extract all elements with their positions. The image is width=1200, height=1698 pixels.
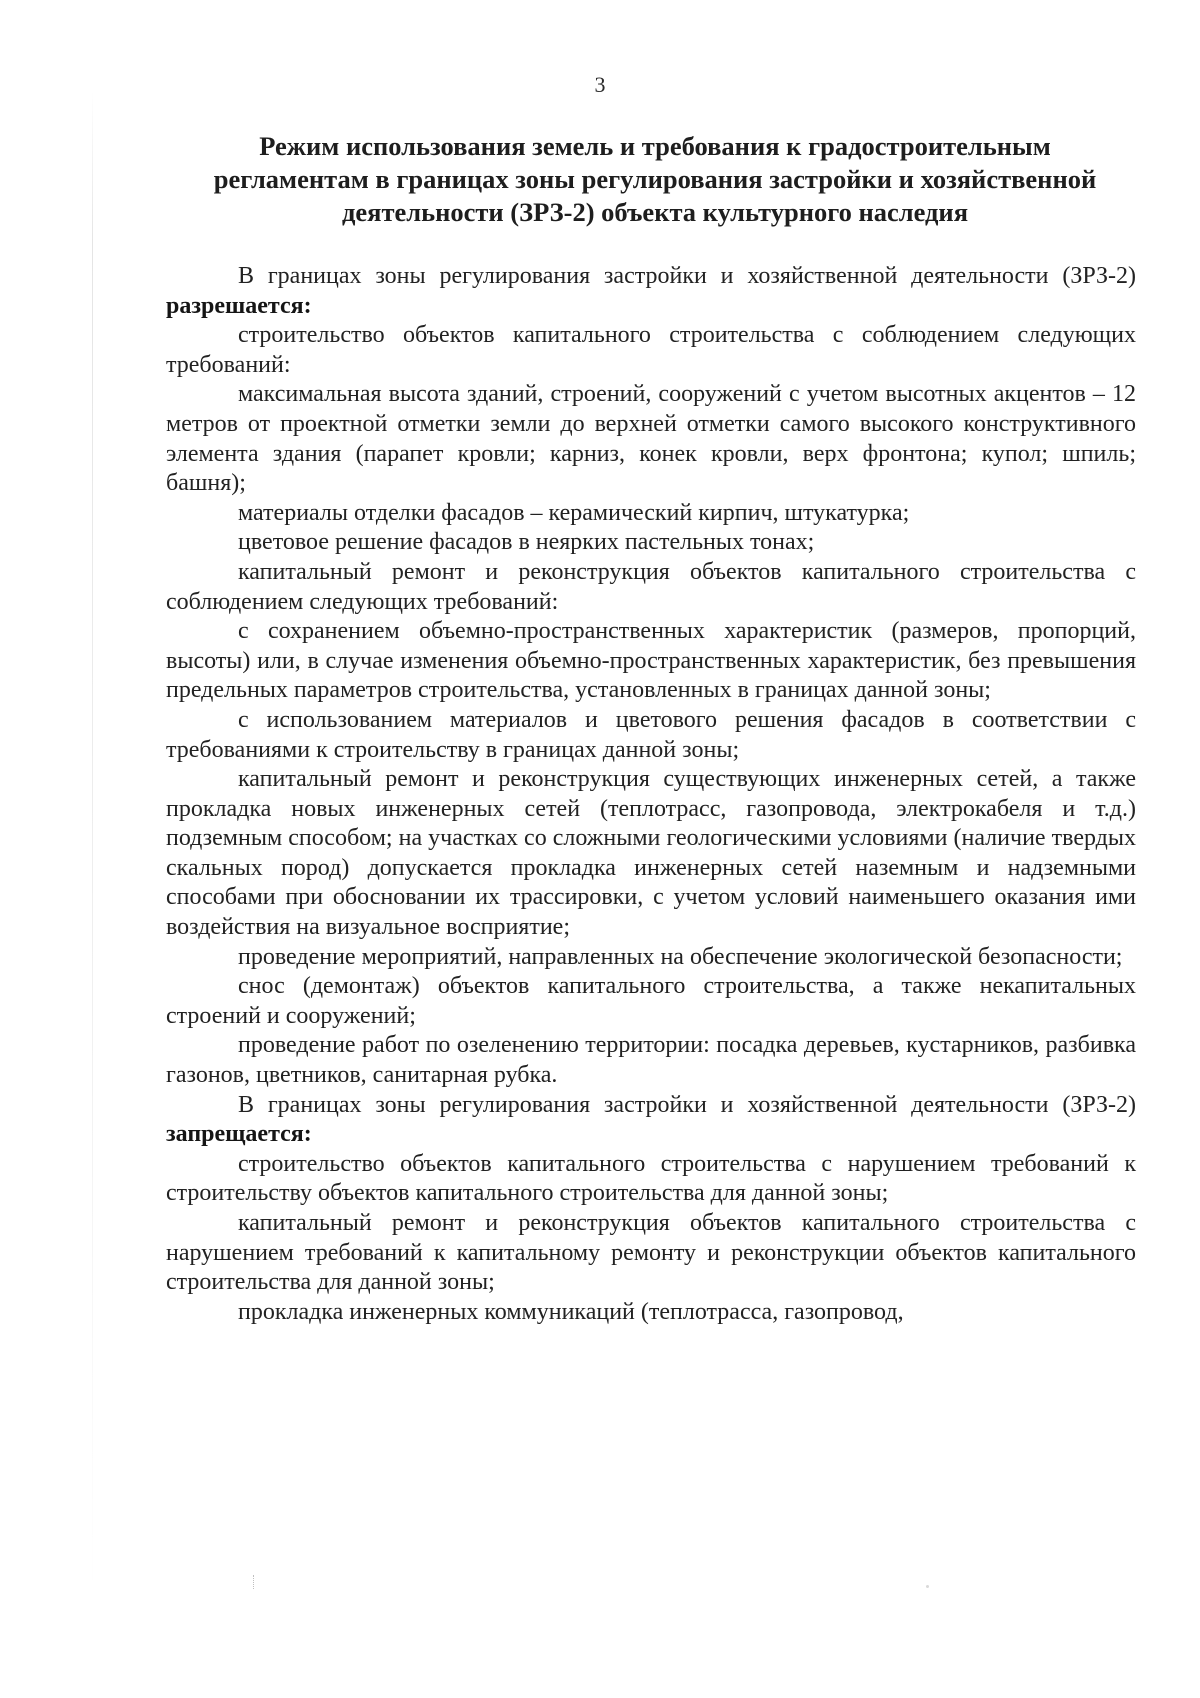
paragraph: с использованием материалов и цветового решения фасадов в соответствии с требованиями к строительству в границах данной зоны; (166, 706, 1136, 763)
title-line: Режим использования земель и требования к градостроительным (259, 131, 1051, 161)
paragraph: цветовое решение фасадов в неярких пастельных тонах; (238, 529, 815, 556)
page-number: 3 (594, 72, 606, 97)
title-line: регламентам в границах зоны регулирования застройки и хозяйственной (213, 164, 1097, 194)
paragraph-prohibited-intro (166, 1091, 1136, 1150)
allowed-keyword: разрешается: (166, 292, 312, 319)
paragraph: прокладка инженерных коммуникаций (теплотрасса, газопровод, (238, 1298, 904, 1325)
paragraph: проведение работ по озеленению территории: посадка деревьев, кустарников, разбивка газонов, цветников, санитарная рубка. (166, 1032, 1136, 1089)
paragraph-text: В границах зоны регулирования застройки и хозяйственной деятельности (ЗРЗ-2) (238, 1091, 1136, 1118)
paragraph: проведение мероприятий, направленных на обеспечение экологической безопасности; (238, 943, 1123, 970)
paragraph: строительство объектов капитального строительства с нарушением требований к строительству объектов капитального строительства для данной зоны; (166, 1150, 1136, 1207)
scan-artifact (253, 1575, 258, 1589)
scan-edge-line (92, 90, 93, 1600)
paragraph: капитальный ремонт и реконструкция объектов капитального строительства с соблюдением следующих требований: (166, 558, 1136, 615)
paragraph: с сохранением объемно-пространственных характеристик (размеров, пропорций, высоты) или, в случае изменения объемно-пространственных характеристик, без превышения предельных параметров строительства, установленных в границах данной зоны; (166, 618, 1136, 704)
paragraph-text: В границах зоны регулирования застройки и хозяйственной деятельности (ЗРЗ-2) (238, 263, 1136, 289)
document-body (166, 262, 1136, 1327)
paragraph: материалы отделки фасадов – керамический кирпич, штукатурка; (238, 499, 910, 526)
title-line: деятельности (ЗРЗ-2) объекта культурного наследия (341, 197, 969, 227)
paragraph: капитальный ремонт и реконструкция объектов капитального строительства с нарушением требований к капитальному ремонту и реконструкции объектов капитального строительства для данной зоны; (166, 1210, 1136, 1296)
paragraph: максимальная высота зданий, строений, сооружений с учетом высотных акцентов – 12 метров от проектной отметки земли до верхней отметки самого высокого конструктивного элемента здания (парапет кровли; карниз, конек кровли, верх фронтона; купол; шпиль; башня); (166, 381, 1136, 497)
paragraph: строительство объектов капитального строительства с соблюдением следующих требований: (166, 322, 1136, 378)
document-title (175, 130, 1135, 229)
paragraph: капитальный ремонт и реконструкция существующих инженерных сетей, а также прокладка новых инженерных сетей (теплотрасс, газопровода, электрокабеля и т.д.) подземным способом; на участках со сложными геологическими условиями (наличие твердых скальных пород) допускается прокладка инженерных сетей наземным и надземными способами при обосновании их трассировки, с учетом условий наименьшего оказания ими воздействия на визуальное восприятие; (166, 766, 1136, 941)
scan-artifact (926, 1585, 929, 1588)
prohibited-keyword: запрещается: (166, 1121, 312, 1148)
paragraph: снос (демонтаж) объектов капитального строительства, а также некапитальных строений и сооружений; (166, 973, 1136, 1029)
paragraph-allowed-intro (166, 262, 1136, 321)
